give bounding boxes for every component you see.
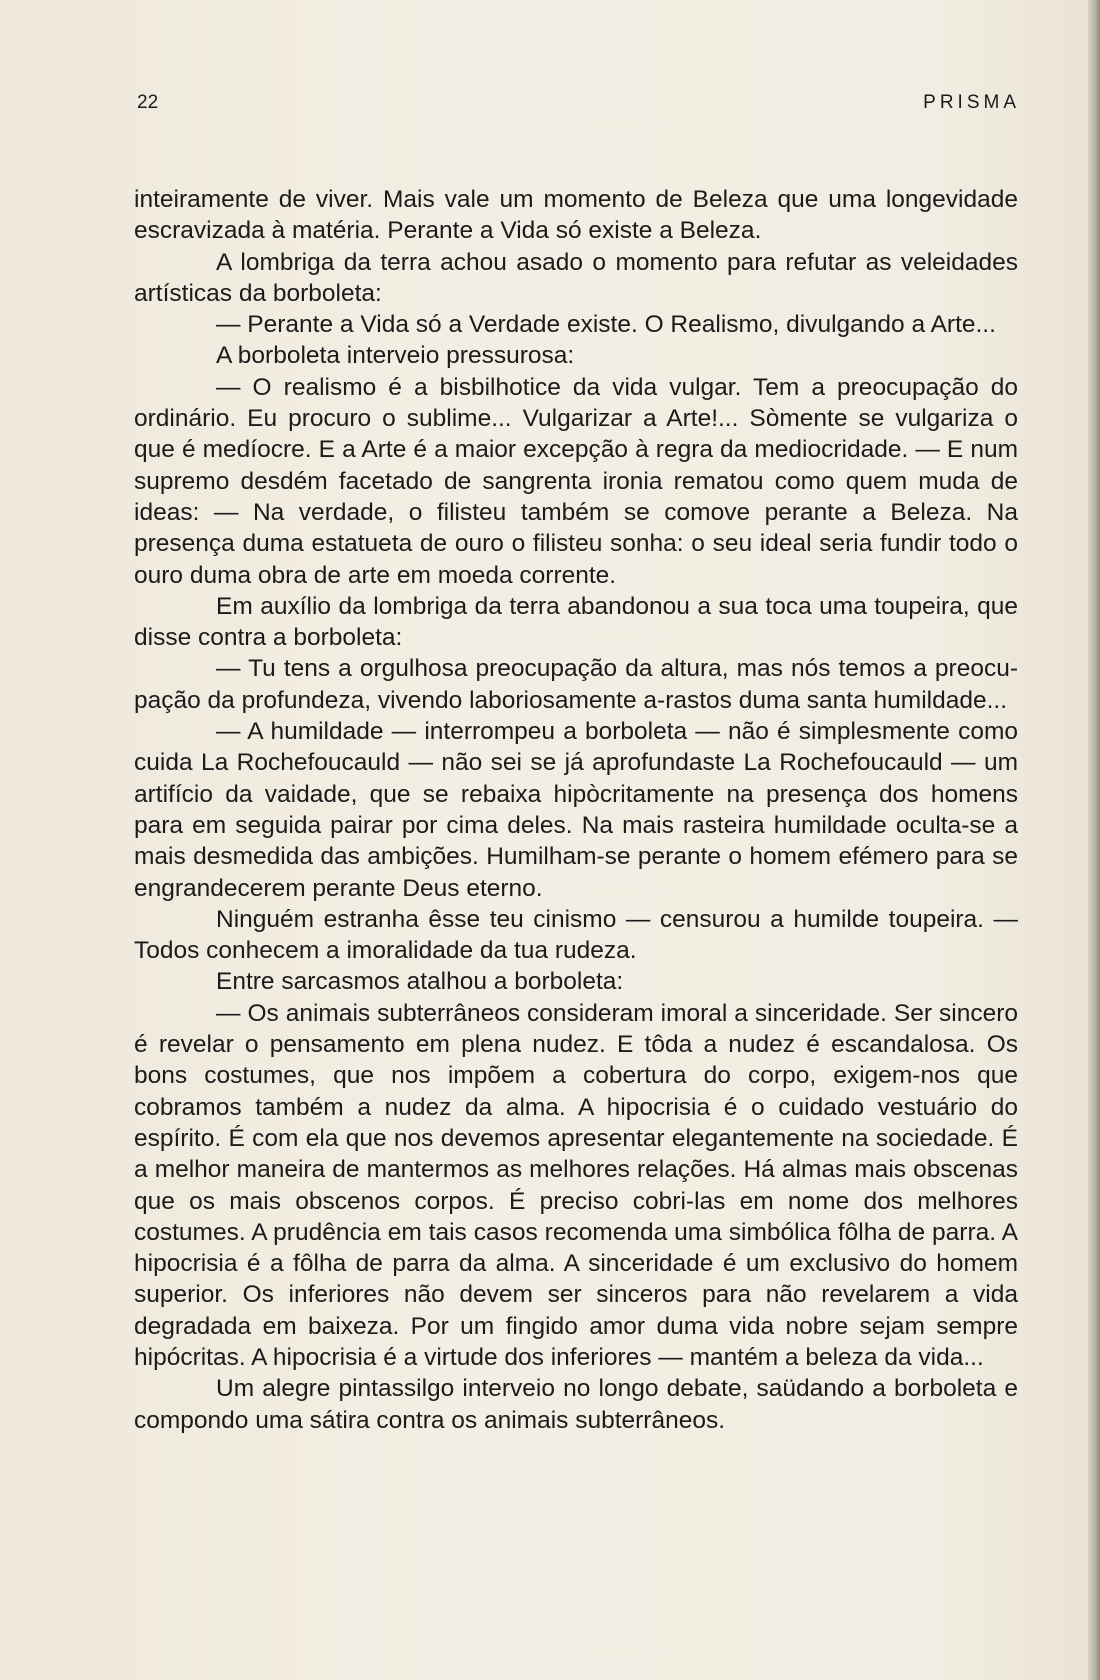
paragraph: — Tu tens a orgulhosa preocupação da altura, mas nós temos a preocupação da profundeza, vivendo laboriosamente a-rastos duma santa humildade... — [134, 655, 1018, 714]
paragraph: Entre sarcasmos atalhou a borboleta: — [216, 968, 624, 996]
paragraph: inteiramente de viver. Mais vale um momento de Beleza que uma longevidade escravizada à matéria. Perante a Vida só existe a Beleza. — [134, 186, 1018, 245]
paragraph: — A humildade — interrompeu a borboleta — não é simplesmente como cuida La Rochefoucauld — não sei se já aprofundaste La Rochefoucauld — um artifício da vaidade, que se rebaixa hipòcritamente na presença dos homens para em seguida pairar por cima deles. Na mais rasteira humildade oculta-se a mais desmedida das ambições. Humilham-se perante o homem efémero para se engrandecerem perante Deus eterno. — [134, 718, 1018, 902]
paragraph: — O realismo é a bisbilhotice da vida vulgar. Tem a preocupação do ordinário. Eu procuro o sublime... Vulgarizar a Arte!... Sòmente se vulgariza o que é medíocre. E a Arte é a maior excepção à regra da mediocridade. — E num supremo desdém facetado de sangrenta ironia rematou como quem muda de ideas: — Na verdade, o filisteu também se comove perante a Beleza. Na presença duma estatueta de ouro o filisteu sonha: o seu ideal seria fundir todo o ouro duma obra de arte em moeda corrente. — [134, 373, 1018, 589]
body-text — [134, 184, 1018, 1436]
paragraph: Em auxílio da lombriga da terra abandonou a sua toca uma toupeira, que disse contra a borboleta: — [134, 592, 1018, 652]
running-title: PRISMA — [923, 92, 1020, 113]
paragraph: — Perante a Vida só a Verdade existe. O Realismo, divulgando a Arte... — [216, 311, 996, 339]
paragraph: Um alegre pintassilgo interveio no longo debate, saüdando a borboleta e compondo uma sátira contra os animais subterrâneos. — [134, 1375, 1018, 1434]
paragraph: A borboleta interveio pressurosa: — [216, 342, 575, 370]
page-number: 22 — [137, 92, 159, 113]
paragraph: — Os animais subterrâneos consideram imoral a sinceridade. Ser sincero é revelar o pensamento em plena nudez. E tôda a nudez é escandalosa. Os bons costumes, que nos impõem a cobertura do corpo, exigem-nos que cobramos também a nudez da alma. A hipocrisia é o cuidado vestuário do espírito. É com ela que nos devemos apresentar elegantemente na sociedade. É a melhor maneira de mantermos as melhores relações. Há almas mais obscenas que os mais obscenos corpos. É preciso cobri-las em nome dos melhores costumes. A prudência em tais casos recomenda uma simbólica fôlha de parra. A hipocrisia é a fôlha de parra da alma. A sinceridade é um exclusivo do homem superior. Os inferiores não devem ser sinceros para não revelarem a vida degradada em baixeza. Por um fingido amor duma vida nobre sejam sempre hipócritas. A hipocrisia é a virtude dos inferiores — mantém a beleza da vida... — [134, 999, 1018, 1371]
page-edge-shadow — [1088, 0, 1100, 1680]
page-header — [137, 92, 1020, 122]
paragraph: A lombriga da terra achou asado o momento para refutar as veleidades artísticas da borboleta: — [134, 248, 1018, 307]
paragraph: Ninguém estranha êsse teu cinismo — censurou a humilde toupeira. — Todos conhecem a imoralidade da tua rudeza. — [134, 905, 1018, 965]
